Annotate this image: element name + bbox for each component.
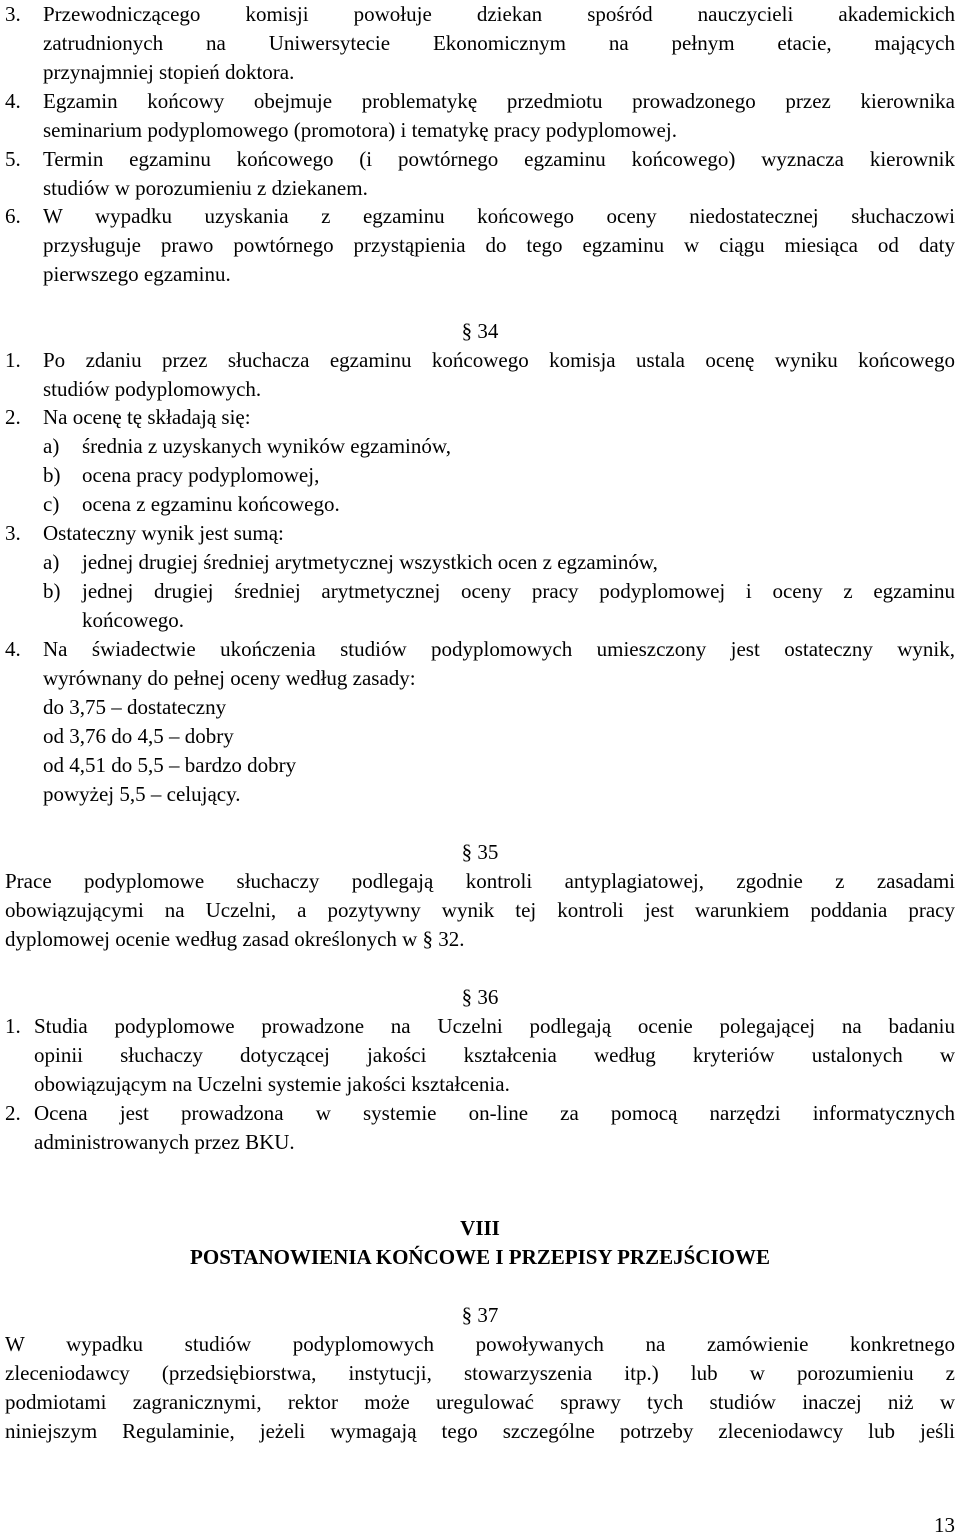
item-text-line: administrowanych przez BKU. — [34, 1130, 295, 1154]
paragraph-line: niniejszym Regulaminie, jeżeli wymagają tego szczególne potrzeby zleceniodawcy lub jeśli — [5, 1419, 955, 1443]
grade-line: do 3,75 – dostateczny — [43, 695, 227, 719]
item-text-line: W wypadku uzyskania z egzaminu końcowego oceny niedostatecznej słuchaczowi — [43, 204, 955, 228]
sub-item-text: ocena pracy podyplomowej, — [82, 463, 320, 487]
paragraph-line: dyplomowej ocenie według zasad określonych w § 32. — [5, 927, 465, 951]
sub-item-text: jednej drugiej średniej arytmetycznej oceny pracy podyplomowej i oceny z egzaminu — [82, 579, 955, 603]
item-number: 3. — [5, 521, 21, 545]
item-text-line: Egzamin końcowy obejmuje problematykę przedmiotu prowadzonego przez kierownika — [43, 89, 955, 113]
item-number: 1. — [5, 1014, 21, 1038]
item-text-line: Przewodniczącego komisji powołuje dziekan spośród nauczycieli akademickich — [43, 2, 955, 26]
grade-line: powyżej 5,5 – celujący. — [43, 782, 241, 806]
section-heading: § 36 — [461, 985, 499, 1009]
item-number: 5. — [5, 147, 21, 171]
item-text-line: seminarium podyplomowego (promotora) i tematykę pracy podyplomowej. — [43, 118, 677, 142]
item-number: 3. — [5, 2, 21, 26]
sub-item-letter: b) — [43, 463, 61, 487]
paragraph-line: zleceniodawcy (przedsiębiorstwa, instytucji, stowarzyszenia itp.) lub w porozumieniu z — [5, 1361, 955, 1385]
sub-item-letter: a) — [43, 550, 60, 574]
item-text-line: zatrudnionych na Uniwersytecie Ekonomicznym na pełnym etacie, mających — [43, 31, 955, 55]
item-text-line: Studia podyplomowe prowadzone na Uczelni podlegają ocenie polegającej na badaniu — [34, 1014, 955, 1038]
sub-item-letter: b) — [43, 579, 61, 603]
paragraph-line: Prace podyplomowe słuchaczy podlegają kontroli antyplagiatowej, zgodnie z zasadami — [5, 869, 955, 893]
item-text-line: Ocena jest prowadzona w systemie on-line za pomocą narzędzi informatycznych — [34, 1101, 955, 1125]
page-number: 13 — [934, 1513, 955, 1537]
item-number: 2. — [5, 405, 21, 429]
sub-item-letter: a) — [43, 434, 60, 458]
item-text-line: Po zdaniu przez słuchacza egzaminu końcowego komisja ustala ocenę wyniku końcowego — [43, 348, 955, 372]
grade-line: od 3,76 do 4,5 – dobry — [43, 724, 234, 748]
item-text-line: przysługuje prawo powtórnego przystąpienia do tego egzaminu w ciągu miesiąca od daty — [43, 233, 955, 257]
item-text-line: Ostateczny wynik jest sumą: — [43, 521, 284, 545]
item-text-line: wyrównany do pełnej oceny według zasady: — [43, 666, 416, 690]
paragraph-line: obowiązującymi na Uczelni, a pozytywny wynik tej kontroli jest warunkiem poddania pracy — [5, 898, 955, 922]
section-heading: § 34 — [461, 319, 499, 343]
grade-line: od 4,51 do 5,5 – bardzo dobry — [43, 753, 297, 777]
sub-item-letter: c) — [43, 492, 60, 516]
chapter-title: POSTANOWIENIA KOŃCOWE I PRZEPISY PRZEJŚCIOWE — [190, 1245, 770, 1269]
item-number: 4. — [5, 637, 21, 661]
sub-item-text: końcowego. — [82, 608, 185, 632]
chapter-number: VIII — [460, 1216, 500, 1240]
item-number: 1. — [5, 348, 21, 372]
section-heading: § 37 — [461, 1303, 499, 1327]
item-text-line: przynajmniej stopień doktora. — [43, 60, 295, 84]
paragraph-line: podmiotami zagranicznymi, rektor może uregulować sprawy tych studiów inaczej niż w — [5, 1390, 955, 1414]
item-text-line: obowiązującym na Uczelni systemie jakości kształcenia. — [34, 1072, 510, 1096]
item-number: 4. — [5, 89, 21, 113]
item-number: 6. — [5, 204, 21, 228]
item-text-line: Termin egzaminu końcowego (i powtórnego egzaminu końcowego) wyznacza kierownik — [43, 147, 955, 171]
item-number: 2. — [5, 1101, 21, 1125]
item-text-line: studiów w porozumieniu z dziekanem. — [43, 176, 368, 200]
item-text-line: Na świadectwie ukończenia studiów podyplomowych umieszczony jest ostateczny wynik, — [43, 637, 955, 661]
item-text-line: studiów podyplomowych. — [43, 377, 262, 401]
item-text-line: Na ocenę tę składają się: — [43, 405, 251, 429]
item-text-line: pierwszego egzaminu. — [43, 262, 231, 286]
paragraph-line: W wypadku studiów podyplomowych powoływanych na zamówienie konkretnego — [5, 1332, 955, 1356]
sub-item-text: ocena z egzaminu końcowego. — [82, 492, 340, 516]
sub-item-text: jednej drugiej średniej arytmetycznej wszystkich ocen z egzaminów, — [82, 550, 658, 574]
sub-item-text: średnia z uzyskanych wyników egzaminów, — [82, 434, 451, 458]
item-text-line: opinii słuchaczy dotyczącej jakości kształcenia według kryteriów ustalonych w — [34, 1043, 955, 1067]
section-heading: § 35 — [461, 840, 499, 864]
